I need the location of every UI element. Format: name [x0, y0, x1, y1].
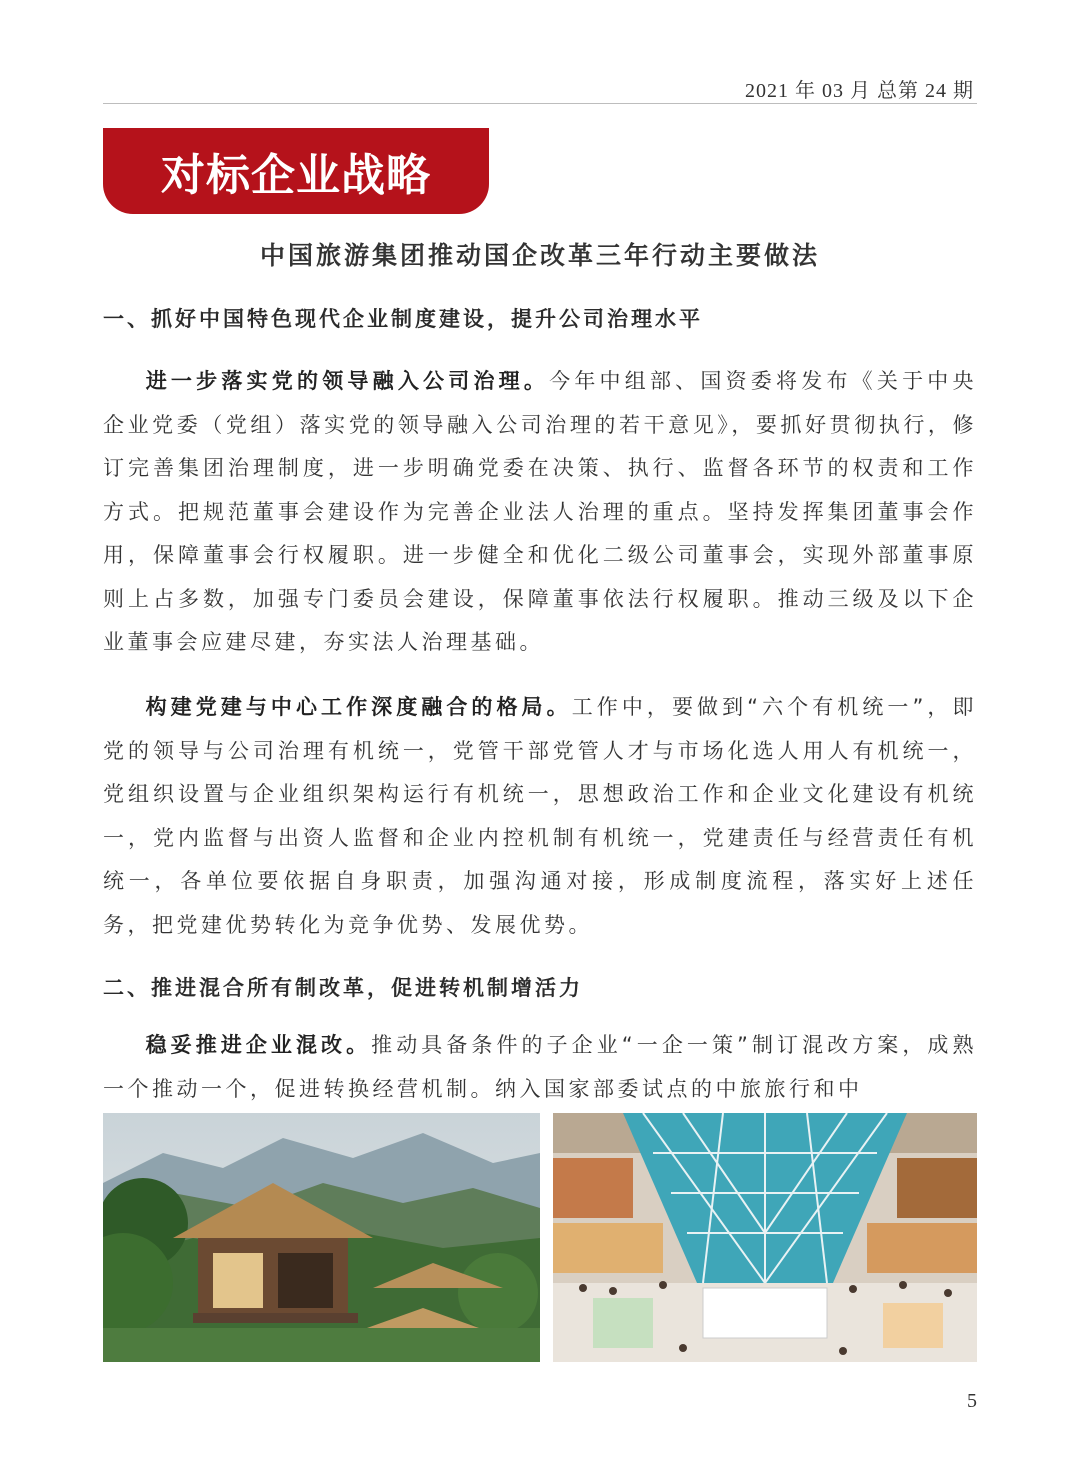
issue-label: 2021 年 03 月 总第 24 期 [745, 80, 974, 102]
article-title: 中国旅游集团推动国企改革三年行动主要做法 [259, 241, 820, 270]
header-divider [103, 103, 977, 104]
paragraph-3 [103, 1024, 977, 1111]
section-banner-label: 对标企业战略 [161, 150, 431, 201]
paragraph-2 [103, 686, 977, 947]
resort-photo [103, 1113, 540, 1362]
section-heading-1: 一、抓好中国特色现代企业制度建设，提升公司治理水平 [103, 307, 703, 331]
paragraph-3-body: 推动具备条件的子企业“一企一策”制订混改方案，成熟一个推动一个，促进转换经营机制。纳入国家部委试点的中旅旅行和中 [103, 1033, 977, 1101]
mall-photo [553, 1113, 977, 1362]
section-banner [103, 128, 489, 214]
section-heading-2: 二、推进混合所有制改革，促进转机制增活力 [103, 976, 583, 1000]
paragraph-1-body: 今年中组部、国资委将发布《关于中央企业党委（党组）落实党的领导融入公司治理的若干意见》，要抓好贯彻执行，修订完善集团治理制度，进一步明确党委在决策、执行、监督各环节的权责和工作方式。把规范董事会建设作为完善企业法人治理的重点。坚持发挥集团董事会作用，保障董事会行权履职。进一步健全和优化二级公司董事会，实现外部董事原则上占多数，加强专门委员会建设，保障董事依法行权履职。推动三级及以下企业董事会应建尽建，夯实法人治理基础。 [103, 369, 978, 654]
paragraph-1 [103, 360, 977, 665]
paragraph-3-lead: 稳妥推进企业混改。 [145, 1033, 372, 1057]
paragraph-1-lead: 进一步落实党的领导融入公司治理。 [145, 369, 550, 393]
page-number: 5 [967, 1390, 977, 1412]
paragraph-2-lead: 构建党建与中心工作深度融合的格局。 [145, 695, 572, 719]
paragraph-2-body: 工作中，要做到“六个有机统一”，即党的领导与公司治理有机统一，党管干部党管人才与市场化选人用人有机统一，党组织设置与企业组织架构运行有机统一，思想政治工作和企业文化建设有机统一，党内监督与出资人监督和企业内控机制有机统一，党建责任与经营责任有机统一，各单位要依据自身职责，加强沟通对接，形成制度流程，落实好上述任务，把党建优势转化为竞争优势、发展优势。 [103, 695, 977, 937]
